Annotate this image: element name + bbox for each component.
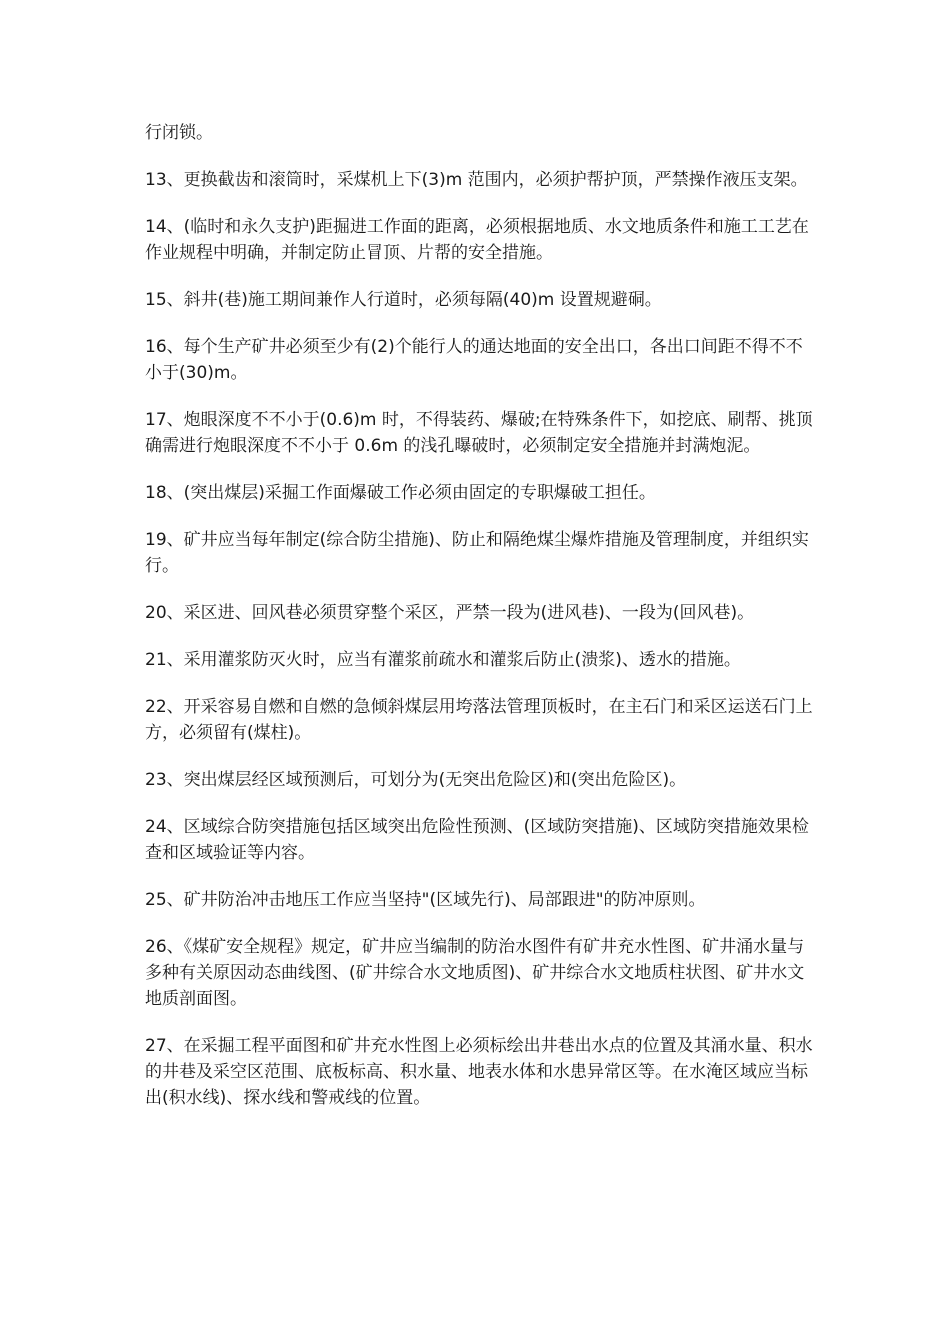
paragraph-item-15: 15、斜井(巷)施工期间兼作人行道时，必须每隔(40)m 设置规避硐。 xyxy=(145,290,662,310)
paragraph-item-22: 22、开采容易自燃和自燃的急倾斜煤层用垮落法管理顶板时，在主石门和采区运送石门上方，必须留有(煤柱)。 xyxy=(145,697,813,743)
paragraph-item-25: 25、矿井防治冲击地压工作应当坚持"(区域先行)、局部跟进"的防冲原则。 xyxy=(145,890,706,910)
paragraph-item-20: 20、采区进、回风巷必须贯穿整个采区，严禁一段为(进风巷)、一段为(回风巷)。 xyxy=(145,603,755,623)
paragraph-item-16: 16、每个生产矿井必须至少有(2)个能行人的通达地面的安全出口，各出口间距不得不不小于(30)m。 xyxy=(145,337,803,383)
paragraph-item-24: 24、区域综合防突措施包括区域突出危险性预测、(区域防突措施)、区域防突措施效果检查和区域验证等内容。 xyxy=(145,817,809,863)
paragraph-item-14: 14、(临时和永久支护)距掘进工作面的距离，必须根据地质、水文地质条件和施工工艺在作业规程中明确，并制定防止冒顶、片帮的安全措施。 xyxy=(145,217,809,263)
paragraph-item-21: 21、采用灌浆防灭火时，应当有灌浆前疏水和灌浆后防止(溃浆)、透水的措施。 xyxy=(145,650,741,670)
paragraph-item-18: 18、(突出煤层)采掘工作面爆破工作必须由固定的专职爆破工担任。 xyxy=(145,483,656,503)
paragraph-continuation: 行闭锁。 xyxy=(145,123,213,143)
paragraph-item-26: 26、《煤矿安全规程》规定，矿井应当编制的防治水图件有矿井充水性图、矿井涌水量与多种有关原因动态曲线图、(矿井综合水文地质图)、矿井综合水文地质柱状图、矿井水文地质剖面图。 xyxy=(145,937,805,1009)
paragraph-item-19: 19、矿井应当每年制定(综合防尘措施)、防止和隔绝煤尘爆炸措施及管理制度，并组织实行。 xyxy=(145,530,809,576)
document-body xyxy=(145,120,815,1132)
paragraph-item-17: 17、炮眼深度不不小于(0.6)m 时，不得装药、爆破;在特殊条件下，如挖底、刷帮、挑顶确需进行炮眼深度不不小于 0.6m 的浅孔曝破时，必须制定安全措施并封满炮泥。 xyxy=(145,410,813,456)
paragraph-item-27: 27、在采掘工程平面图和矿井充水性图上必须标绘出井巷出水点的位置及其涌水量、积水的井巷及采空区范围、底板标高、积水量、地表水体和水患异常区等。在水淹区域应当标出(积水线)、探水线和警戒线的位置。 xyxy=(145,1036,813,1108)
paragraph-item-13: 13、更换截齿和滚筒时，采煤机上下(3)m 范围内，必须护帮护顶，严禁操作液压支架。 xyxy=(145,170,808,190)
paragraph-item-23: 23、突出煤层经区域预测后，可划分为(无突出危险区)和(突出危险区)。 xyxy=(145,770,687,790)
